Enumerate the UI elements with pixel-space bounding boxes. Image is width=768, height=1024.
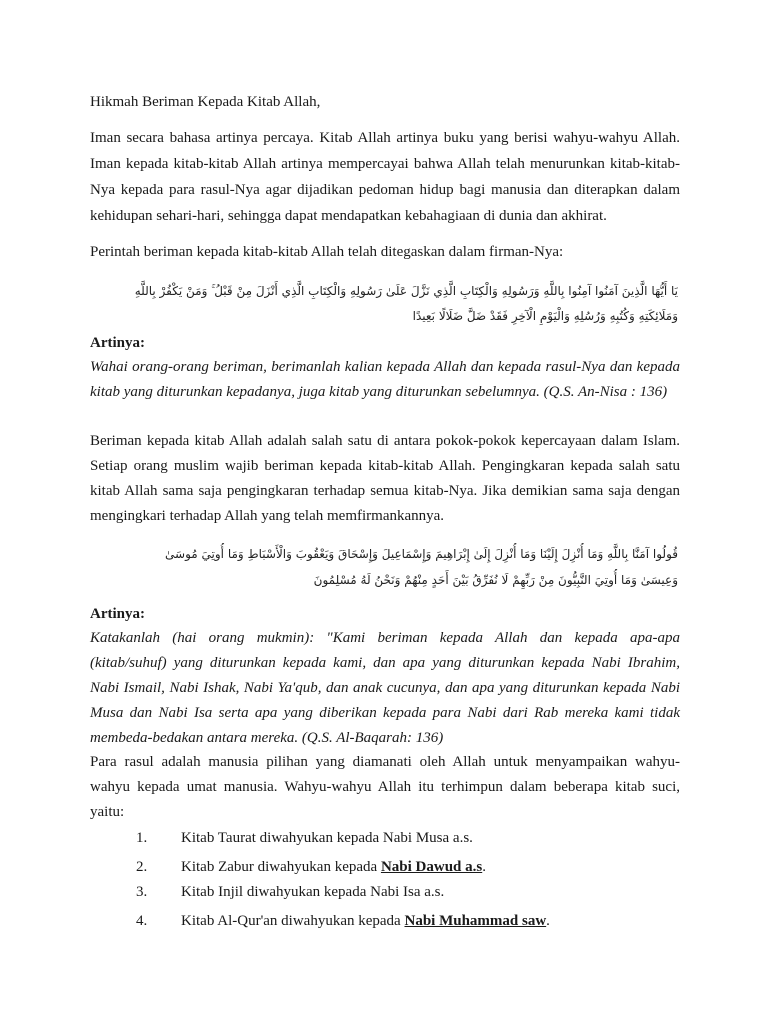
list-item-text-container — [181, 912, 550, 930]
paragraph-1-line-2: Iman kepada kitab-kitab Allah artinya mempercayai bahwa Allah telah menurunkan kitab-kitab- — [90, 156, 680, 172]
paragraph-4-line-2: wahyu kepada umat manusia. Wahyu-wahyu Allah itu terhimpun dalam beberapa kitab suci, — [90, 779, 680, 795]
paragraph-1-line-3: Nya kepada para rasul-Nya agar dijadikan pedoman hidup bagi manusia dan diterapkan dalam — [90, 182, 680, 198]
verse-1-arabic-line-1: يَا أَيُّهَا الَّذِينَ آمَنُوا آمِنُوا بِاللَّهِ وَرَسُولِهِ وَالْكِتَابِ الَّذِي نَزَّلَ عَلَىٰ رَسُولِهِ وَالْكِتَابِ الَّذِي أَنْزَلَ مِنْ قَبْلُ ۚ وَمَنْ يَكْفُرْ بِاللَّهِ — [134, 284, 678, 298]
paragraph-4-line-3: yaitu: — [90, 804, 125, 820]
paragraph-3-line-1: Beriman kepada kitab Allah adalah salah satu di antara pokok-pokok kepercayaan dalam Islam. — [90, 433, 680, 449]
list-item-text: Kitab Zabur diwahyukan kepada — [181, 859, 381, 875]
verse-2-translation-line-4: Musa dan Nabi Isa serta apa yang diberikan kepada para Nabi dari Rab mereka kami tidak — [90, 705, 680, 721]
verse-1-arabic-line-2: وَمَلَائِكَتِهِ وَكُتُبِهِ وَرُسُلِهِ وَالْيَوْمِ الْآخِرِ فَقَدْ ضَلَّ ضَلَالًا بَعِيدًا — [412, 309, 678, 323]
verse-2-translation-line-3: Nabi Ismail, Nabi Ishak, Nabi Ya'qub, dan anak cucunya, dan apa yang diturunkan kepada Nabi — [90, 680, 680, 696]
list-item-number: 2. — [136, 859, 148, 875]
list-item-text: Kitab Taurat diwahyukan kepada Nabi Musa a.s. — [181, 830, 473, 846]
list-item-number: 1. — [136, 830, 148, 846]
list-item-text: Kitab Al-Qur'an diwahyukan kepada — [181, 913, 405, 929]
list-item-emphasis: Nabi Muhammad saw — [404, 913, 547, 929]
paragraph-3-line-2: Setiap orang muslim wajib beriman kepada kitab-kitab Allah. Pengingkaran kepada salah satu — [90, 458, 680, 474]
paragraph-4-line-1: Para rasul adalah manusia pilihan yang diamanati oleh Allah untuk menyampaikan wahyu- — [90, 754, 680, 770]
list-item-text-container — [181, 858, 486, 876]
verse-1-translation-line-1: Wahai orang-orang beriman, berimanlah kalian kepada Allah dan kepada rasul-Nya dan kepada — [90, 359, 680, 375]
verse-2-translation-line-5: membeda-bedakan antara mereka. (Q.S. Al-Baqarah: 136) — [90, 730, 444, 746]
document-title: Hikmah Beriman Kepada Kitab Allah, — [90, 94, 321, 110]
verse-2-translation-line-2: (kitab/suhuf) yang diturunkan kepada kami, dan apa yang diturunkan kepada Nabi Ibrahim, — [90, 655, 680, 671]
list-item-tail: . — [546, 913, 550, 929]
list-item-tail: . — [482, 859, 486, 875]
list-item-text: Kitab Injil diwahyukan kepada Nabi Isa a.s. — [181, 884, 445, 900]
list-item-emphasis: Nabi Dawud a.s — [380, 859, 483, 875]
list-item-number: 3. — [136, 884, 148, 900]
artinya-label-1: Artinya: — [90, 335, 145, 351]
artinya-label-2: Artinya: — [90, 606, 145, 622]
verse-2-arabic-line-1: قُولُوا آمَنَّا بِاللَّهِ وَمَا أُنْزِلَ إِلَيْنَا وَمَا أُنْزِلَ إِلَىٰ إِبْرَاهِيمَ وَإِسْمَاعِيلَ وَإِسْحَاقَ وَيَعْقُوبَ وَالْأَسْبَاطِ وَمَا أُوتِيَ مُوسَىٰ — [165, 547, 678, 561]
verse-2-translation-line-1: Katakanlah (hai orang mukmin): "Kami beriman kepada Allah dan kepada apa-apa — [90, 630, 680, 646]
paragraph-3-line-4: mengingkari terhadap Allah yang telah memfirmankannya. — [90, 508, 445, 524]
verse-1-translation-line-2: kitab yang diturunkan kepadanya, juga kitab yang diturunkan sebelumnya. (Q.S. An-Nisa : 136) — [90, 384, 668, 400]
list-item-number: 4. — [136, 913, 148, 929]
verse-2-arabic-line-2: وَعِيسَىٰ وَمَا أُوتِيَ النَّبِيُّونَ مِنْ رَبِّهِمْ لَا نُفَرِّقُ بَيْنَ أَحَدٍ مِنْهُمْ وَنَحْنُ لَهُ مُسْلِمُونَ — [313, 573, 678, 587]
paragraph-1-line-4: kehidupan sehari-hari, sehingga dapat mendapatkan kebahagiaan di dunia dan akhirat. — [90, 208, 607, 224]
paragraph-1-line-1: Iman secara bahasa artinya percaya. Kitab Allah artinya buku yang berisi wahyu-wahyu Allah. — [90, 130, 680, 146]
paragraph-3-line-3: kitab Allah sama saja pengingkaran terhadap semua kitab-Nya. Jika demikian sama saja dengan — [90, 483, 680, 499]
paragraph-2: Perintah beriman kepada kitab-kitab Allah telah ditegaskan dalam firman-Nya: — [90, 244, 564, 260]
